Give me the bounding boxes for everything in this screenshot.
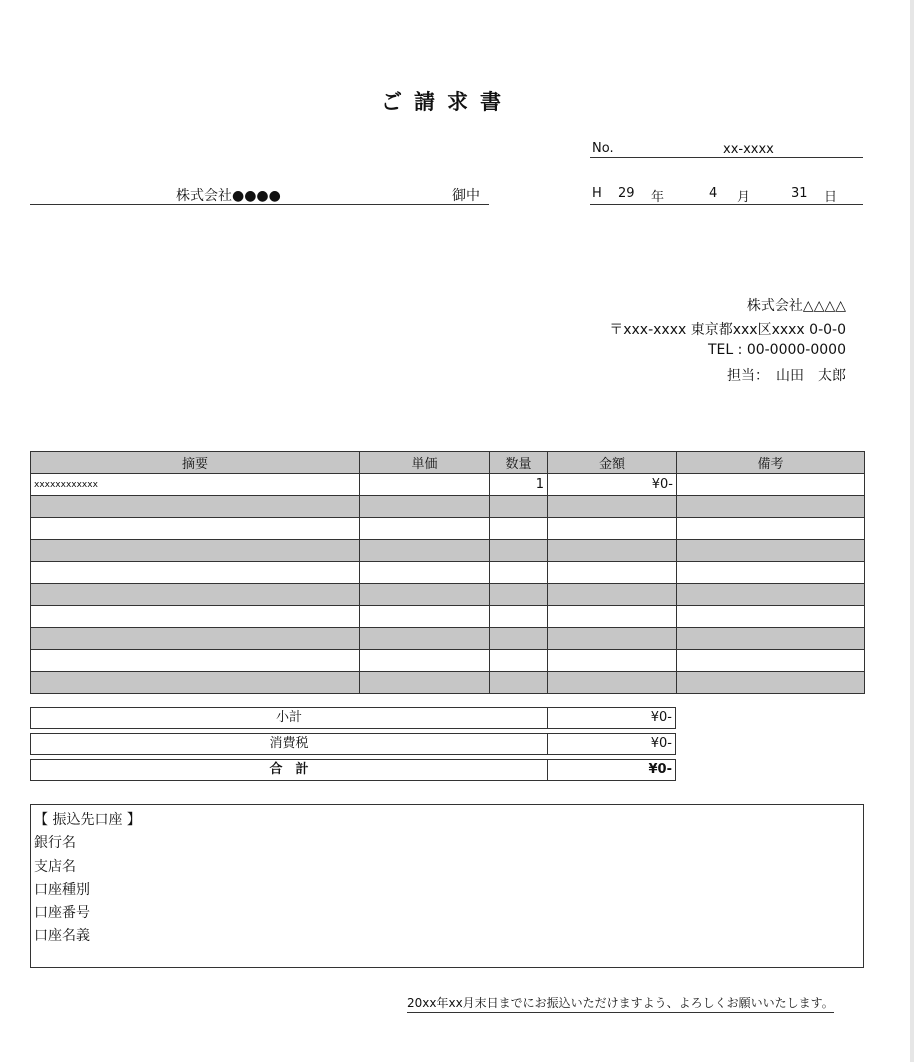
table-row <box>31 518 865 540</box>
table-cell <box>490 496 548 518</box>
table-cell <box>490 562 548 584</box>
table-cell <box>548 606 677 628</box>
table-cell <box>490 518 548 540</box>
table-cell <box>360 474 490 496</box>
table-cell <box>31 584 360 606</box>
total-label: 合 計 <box>31 760 548 780</box>
table-row <box>31 562 865 584</box>
table-cell <box>360 540 490 562</box>
table-cell <box>677 496 865 518</box>
table-cell <box>677 474 865 496</box>
date-underline <box>590 204 863 205</box>
date-year: 29 <box>618 186 635 201</box>
invoice-number-underline <box>590 157 863 158</box>
table-cell <box>677 606 865 628</box>
table-cell <box>31 628 360 650</box>
client-name: 株式会社●●●● <box>176 188 281 204</box>
date-month: 4 <box>709 186 718 201</box>
table-row <box>31 540 865 562</box>
table-cell: xxxxxxxxxxxx <box>31 474 360 496</box>
bank-heading: 【 振込先口座 】 <box>34 812 141 828</box>
invoice-number: xx-xxxx <box>723 142 774 157</box>
table-cell <box>360 672 490 694</box>
total-value: ¥0- <box>648 762 672 777</box>
tax-label: 消費税 <box>31 734 548 754</box>
table-row <box>31 650 865 672</box>
client-underline <box>30 204 489 205</box>
page-edge <box>910 0 914 1062</box>
table-cell <box>31 606 360 628</box>
table-cell <box>31 496 360 518</box>
column-header-quantity: 数量 <box>490 452 548 474</box>
table-cell <box>548 496 677 518</box>
table-cell <box>31 562 360 584</box>
table-cell <box>31 672 360 694</box>
account-holder-label: 口座名義 <box>34 928 90 944</box>
table-cell <box>490 650 548 672</box>
table-header-row <box>31 452 865 474</box>
subtotal-value: ¥0- <box>650 710 672 725</box>
document-title: ご請求書 <box>381 90 513 114</box>
branch-name-label: 支店名 <box>34 859 76 875</box>
column-header-unit-price: 単価 <box>360 452 490 474</box>
client-honorific: 御中 <box>452 188 480 204</box>
table-cell <box>360 650 490 672</box>
table-cell <box>548 628 677 650</box>
table-cell <box>677 628 865 650</box>
table-cell <box>548 650 677 672</box>
column-header-remarks: 備考 <box>677 452 865 474</box>
table-cell <box>677 650 865 672</box>
account-number-label: 口座番号 <box>34 905 90 921</box>
column-header-amount: 金額 <box>548 452 677 474</box>
table-cell <box>490 672 548 694</box>
table-cell <box>548 518 677 540</box>
table-cell <box>360 496 490 518</box>
date-day-unit: 日 <box>824 190 838 205</box>
sender-contact: 担当： 山田 太郎 <box>727 368 846 384</box>
table-cell <box>548 672 677 694</box>
table-cell <box>677 672 865 694</box>
date-day: 31 <box>791 186 808 201</box>
table-cell <box>490 628 548 650</box>
subtotal-label: 小計 <box>31 708 548 728</box>
table-cell <box>490 540 548 562</box>
invoice-number-label: No. <box>592 141 614 156</box>
line-items-table <box>30 451 865 694</box>
table-cell <box>360 584 490 606</box>
table-cell <box>677 518 865 540</box>
table-cell <box>31 518 360 540</box>
table-cell <box>360 562 490 584</box>
table-cell <box>677 540 865 562</box>
sender-tel: TEL : 00-0000-0000 <box>708 342 846 358</box>
subtotal-row <box>30 707 676 729</box>
tax-row <box>30 733 676 755</box>
table-cell <box>548 584 677 606</box>
table-cell <box>360 628 490 650</box>
tax-value: ¥0- <box>650 736 672 751</box>
date-era: H <box>592 186 602 201</box>
date-year-unit: 年 <box>651 190 665 205</box>
table-row <box>31 606 865 628</box>
table-cell <box>548 540 677 562</box>
table-cell <box>31 650 360 672</box>
bank-name-label: 銀行名 <box>34 835 76 851</box>
account-type-label: 口座種別 <box>34 882 90 898</box>
sender-company: 株式会社△△△△ <box>746 298 846 314</box>
table-cell <box>31 540 360 562</box>
column-header-description: 摘要 <box>31 452 360 474</box>
table-cell <box>490 584 548 606</box>
bank-account-box <box>30 804 864 968</box>
table-cell <box>490 606 548 628</box>
table-row <box>31 584 865 606</box>
table-row <box>31 672 865 694</box>
sender-address: 〒xxx-xxxx 東京都xxx区xxxx 0-0-0 <box>609 322 846 338</box>
total-row <box>30 759 676 781</box>
date-month-unit: 月 <box>737 190 751 205</box>
table-row <box>31 496 865 518</box>
payment-note: 20xx年xx月末日までにお振込いただけますよう、よろしくお願いいたします。 <box>407 994 834 1013</box>
table-cell <box>360 606 490 628</box>
table-cell: ¥0- <box>548 474 677 496</box>
table-row <box>31 628 865 650</box>
table-row <box>31 474 865 496</box>
table-cell <box>360 518 490 540</box>
table-cell <box>677 584 865 606</box>
table-cell <box>677 562 865 584</box>
table-cell: 1 <box>490 474 548 496</box>
table-cell <box>548 562 677 584</box>
